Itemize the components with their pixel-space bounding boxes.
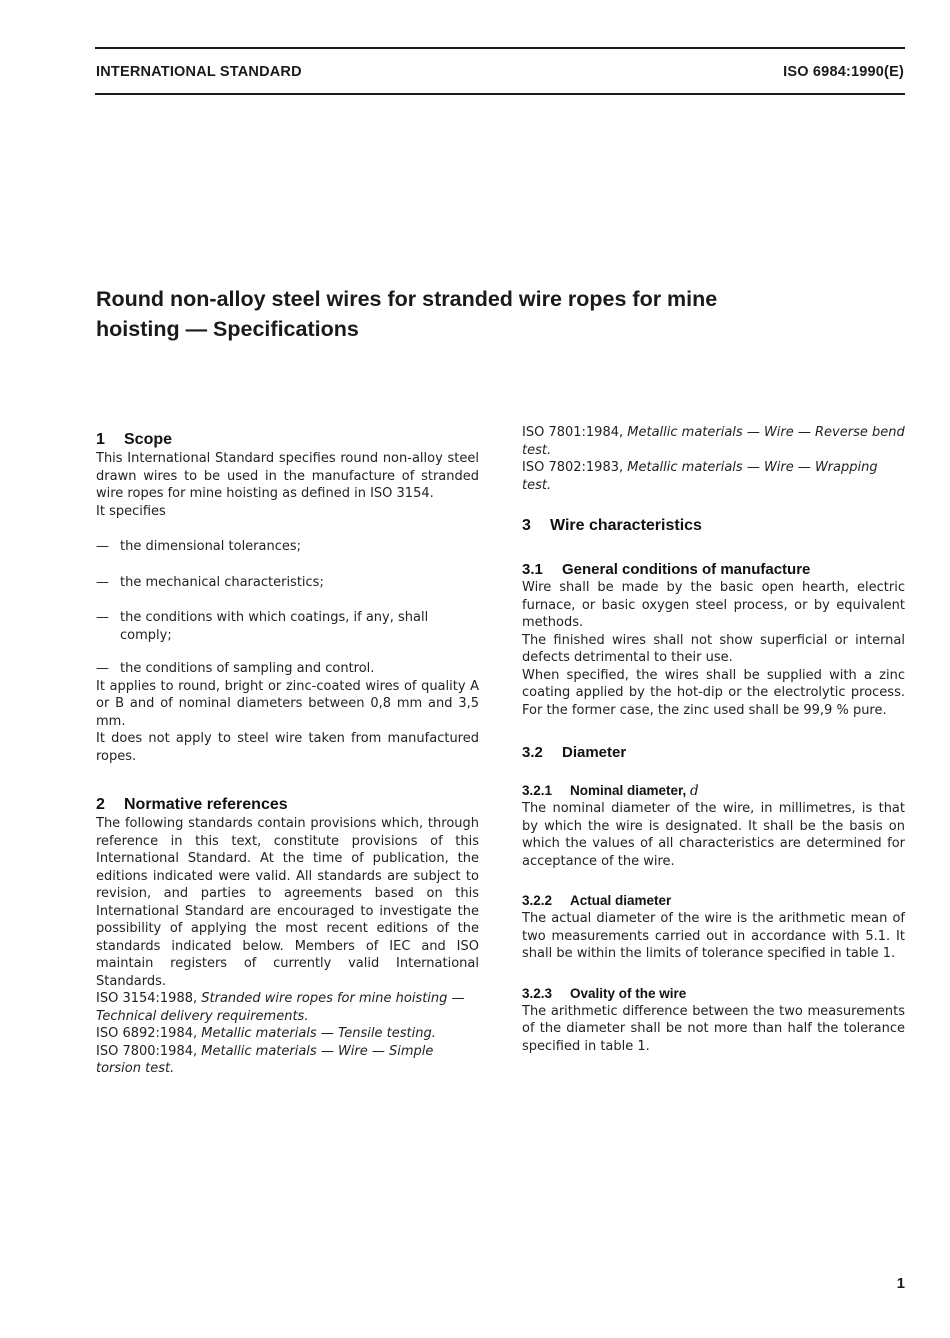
scope-applies-paragraph: It applies to round, bright or zinc-coated wires of quality A or B and of nominal diameters between 0,8 mm and 3,5 mm. <box>96 678 479 729</box>
dash-marker: — <box>96 610 109 625</box>
scope-list-item <box>96 574 479 592</box>
section-number: 2 <box>96 796 105 813</box>
subsection-number: 3.1 <box>522 561 543 578</box>
document-title <box>96 284 886 344</box>
scope-list-item <box>96 660 479 678</box>
dash-marker: — <box>96 661 109 676</box>
section-number: 3 <box>522 517 531 534</box>
header-standard-type: INTERNATIONAL STANDARD <box>96 64 302 80</box>
clause-title: Nominal diameter, <box>570 783 691 798</box>
reference-code: ISO 6892:1984, <box>96 1026 202 1041</box>
defects-paragraph: The finished wires shall not show superficial or internal defects detrimental to their use. <box>522 632 905 665</box>
section-number: 1 <box>96 431 105 448</box>
reference-code: ISO 7802:1983, <box>522 460 628 475</box>
section-title: Wire characteristics <box>550 517 702 534</box>
title-line-1: Round non-alloy steel wires for stranded wire ropes for mine <box>96 287 718 311</box>
clause-title: Ovality of the wire <box>570 985 687 1001</box>
header-rule-top <box>95 47 905 49</box>
diameter-symbol: d <box>690 783 699 799</box>
dash-marker: — <box>96 574 109 590</box>
normative-paragraph: The following standards contain provisions which, through reference in this text, constitute provisions of this International Standard. At the time of publication, the editions indicated were valid. All standards are subject to revision, and parties to agreements based on this International Standard are encouraged to investigate the possibility of applying the most recent editions of the standards indicated below. Members of IEC and ISO maintain registers of currently valid International Standards. <box>96 816 479 989</box>
clause-number: 3.2.1 <box>522 783 553 798</box>
clause-heading-nominal-diameter <box>522 782 905 800</box>
reference-entry <box>96 990 479 1025</box>
nominal-diameter-paragraph: The nominal diameter of the wire, in millimetres, is that by which the wire is designated. It shall be the basis on which the values of all characteristics are determined for acceptance of the wire. <box>522 801 905 869</box>
reference-title: Metallic materials — Wire — Simple torsion test. <box>96 1043 434 1076</box>
section-heading-normative-references <box>96 795 479 815</box>
clause-heading-ovality <box>522 985 905 1003</box>
reference-title: Stranded wire ropes for mine hoisting — Technical delivery requirements. <box>96 991 465 1024</box>
section-heading-wire-characteristics <box>522 516 905 536</box>
reference-code: ISO 7800:1984, <box>96 1043 202 1059</box>
zinc-coating-paragraph: When specified, the wires shall be supplied with a zinc coating applied by the hot-dip or the electrolytic process. For the former case, the zinc used shall be 99,9 % pure. <box>522 667 905 718</box>
subsection-number: 3.2 <box>522 744 543 761</box>
scope-specifies-intro: It specifies <box>96 503 166 519</box>
dash-marker: — <box>96 539 109 554</box>
right-column <box>522 424 905 1055</box>
list-item-text: the dimensional tolerances; <box>120 539 302 554</box>
page-number: 1 <box>896 1275 905 1292</box>
reference-code: ISO 3154:1988, <box>96 991 202 1006</box>
reference-entry <box>96 1025 479 1043</box>
clause-number: 3.2.3 <box>522 985 553 1001</box>
reference-code: ISO 7801:1984, <box>522 425 628 440</box>
header-rule-bottom <box>95 93 905 95</box>
list-item-text: the conditions of sampling and control. <box>120 661 375 676</box>
section-title: Scope <box>124 431 173 448</box>
clause-number: 3.2.2 <box>522 893 553 908</box>
scope-exclusion-paragraph: It does not apply to steel wire taken from manufactured ropes. <box>96 731 479 764</box>
title-line-2: hoisting — Specifications <box>96 317 359 341</box>
list-item-text: the conditions with which coatings, if any, shall comply; <box>120 610 429 643</box>
reference-entry <box>522 424 905 459</box>
scope-paragraph: This International Standard specifies round non-alloy steel drawn wires to be used in the manufacture of stranded wire ropes for mine hoisting as defined in ISO 3154. <box>96 451 479 501</box>
scope-list-item <box>96 609 479 644</box>
reference-title: Metallic materials — Wire — Wrapping test. <box>522 460 878 493</box>
list-item-text: the mechanical characteristics; <box>120 574 324 590</box>
section-title: Normative references <box>124 796 288 813</box>
scope-list-item <box>96 538 479 556</box>
clause-title: Actual diameter <box>570 893 672 908</box>
manufacture-paragraph: Wire shall be made by the basic open hearth, electric furnace, or basic oxygen steel process, or by equivalent methods. <box>522 580 905 630</box>
left-column <box>96 424 479 1078</box>
ovality-paragraph: The arithmetic difference between the two measurements of the diameter shall be not more than half the tolerance specified in table 1. <box>522 1003 905 1054</box>
actual-diameter-paragraph: The actual diameter of the wire is the arithmetic mean of two measurements carried out in accordance with 5.1. It shall be within the limits of tolerance specified in table 1. <box>522 911 905 961</box>
subsection-title: General conditions of manufacture <box>562 561 811 578</box>
clause-heading-actual-diameter <box>522 892 905 910</box>
reference-title: Metallic materials — Tensile testing. <box>201 1026 436 1041</box>
subsection-heading-general-conditions <box>522 560 905 579</box>
reference-title: Metallic materials — Wire — Reverse bend test. <box>522 425 905 458</box>
reference-entry <box>522 459 905 494</box>
subsection-heading-diameter <box>522 743 905 762</box>
section-heading-scope <box>96 430 479 450</box>
reference-entry <box>96 1043 479 1078</box>
header-standard-number: ISO 6984:1990(E) <box>783 64 904 80</box>
subsection-title: Diameter <box>562 744 627 761</box>
